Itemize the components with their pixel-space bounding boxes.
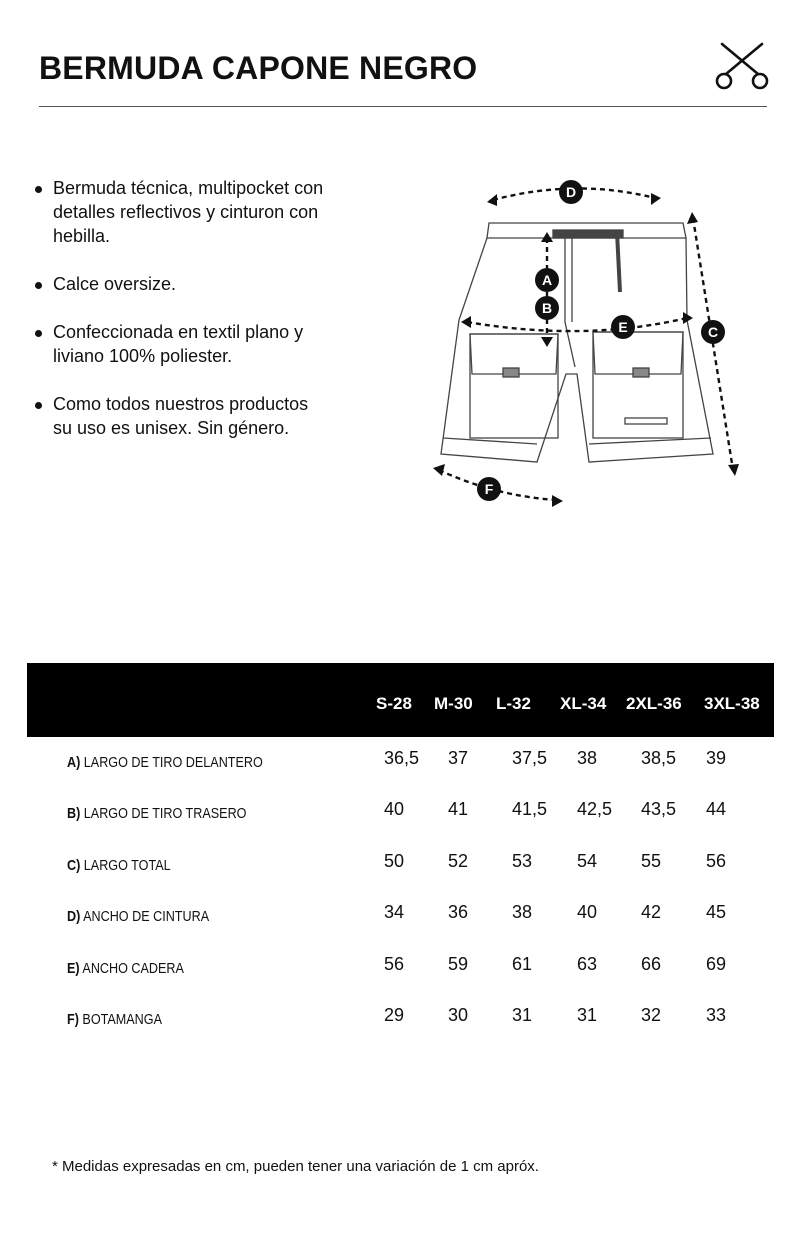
row-label <box>67 908 209 925</box>
feature-item: Calce oversize. <box>32 272 332 296</box>
cell-value: 55 <box>641 851 662 871</box>
cell-value: 56 <box>706 851 727 871</box>
cell-value: 41 <box>448 799 469 819</box>
row-name: ANCHO DE CINTURA <box>83 908 210 925</box>
cell-value: 63 <box>577 954 598 974</box>
cell-value: 44 <box>706 799 727 819</box>
cell-value: 34 <box>384 902 405 922</box>
size-header: 3XL-38 <box>704 694 760 713</box>
cell-value: 40 <box>577 902 598 922</box>
cell-value: 33 <box>706 1005 727 1025</box>
size-table-header <box>27 663 774 737</box>
cell-value: 36 <box>448 902 469 922</box>
cell-value: 56 <box>384 954 405 974</box>
row-label <box>67 857 171 874</box>
page-title: BERMUDA CAPONE NEGRO <box>39 50 478 86</box>
feature-item: Bermuda técnica, multipocket con detalles reflectivos y cinturon con hebilla. <box>32 176 332 248</box>
cell-value: 40 <box>384 799 405 819</box>
row-label <box>67 805 246 822</box>
cell-value: 61 <box>512 954 533 974</box>
table-row <box>0 1005 800 1035</box>
row-letter: A) <box>67 754 81 771</box>
cell-value: 66 <box>641 954 662 974</box>
cell-value: 38 <box>512 902 533 922</box>
shorts-outline <box>441 223 713 462</box>
cell-value: 42,5 <box>577 799 613 819</box>
cell-value: 69 <box>706 954 727 974</box>
row-label <box>67 754 263 771</box>
size-header: S-28 <box>376 694 412 713</box>
row-label <box>67 960 184 977</box>
feature-list <box>32 176 332 464</box>
measure-badges <box>477 180 725 501</box>
table-row <box>0 799 800 829</box>
badge-a-label: A <box>541 272 553 288</box>
cell-value: 43,5 <box>641 799 677 819</box>
row-letter: E) <box>67 960 80 977</box>
row-letter: C) <box>67 857 81 874</box>
size-header: 2XL-36 <box>626 694 682 713</box>
table-row <box>0 851 800 881</box>
feature-item: Confeccionada en textil plano y liviano 100% poliester. <box>32 320 332 368</box>
cell-value: 38 <box>577 748 598 768</box>
cell-value: 52 <box>448 851 469 871</box>
row-letter: B) <box>67 805 81 822</box>
size-header: M-30 <box>434 694 473 713</box>
cell-value: 38,5 <box>641 748 677 768</box>
badge-b-label: B <box>541 300 553 316</box>
badge-d-label: D <box>565 184 577 200</box>
cell-value: 36,5 <box>384 748 420 768</box>
badge-e-label: E <box>618 319 628 335</box>
row-name: BOTAMANGA <box>82 1011 162 1028</box>
badge-c-label: C <box>707 324 719 340</box>
cell-value: 32 <box>641 1005 662 1025</box>
badge-f-label: F <box>484 481 494 497</box>
cell-value: 29 <box>384 1005 405 1025</box>
cell-value: 31 <box>577 1005 598 1025</box>
row-name: ANCHO CADERA <box>82 960 184 977</box>
row-name: LARGO TOTAL <box>83 857 171 874</box>
scissors-icon <box>714 40 770 92</box>
row-letter: D) <box>67 908 81 925</box>
cell-value: 42 <box>641 902 662 922</box>
cell-value: 45 <box>706 902 727 922</box>
row-letter: F) <box>67 1011 79 1028</box>
size-header: L-32 <box>496 694 531 713</box>
cell-value: 50 <box>384 851 405 871</box>
cell-value: 54 <box>577 851 598 871</box>
cell-value: 31 <box>512 1005 533 1025</box>
table-row <box>0 954 800 984</box>
cell-value: 37,5 <box>512 748 548 768</box>
cell-value: 41,5 <box>512 799 548 819</box>
table-row <box>0 748 800 778</box>
title-divider <box>39 106 767 107</box>
cell-value: 39 <box>706 748 727 768</box>
row-name: LARGO DE TIRO TRASERO <box>83 805 247 822</box>
row-name: LARGO DE TIRO DELANTERO <box>83 754 263 771</box>
size-header: XL-34 <box>560 694 607 713</box>
row-label <box>67 1011 162 1028</box>
shorts-measurement-diagram <box>425 172 755 517</box>
cell-value: 59 <box>448 954 469 974</box>
feature-item: Como todos nuestros productos su uso es unisex. Sin género. <box>32 392 332 440</box>
cell-value: 37 <box>448 748 469 768</box>
cell-value: 53 <box>512 851 533 871</box>
footnote: * Medidas expresadas en cm, pueden tener una variación de 1 cm apróx. <box>52 1158 539 1175</box>
cell-value: 30 <box>448 1005 469 1025</box>
table-row <box>0 902 800 932</box>
